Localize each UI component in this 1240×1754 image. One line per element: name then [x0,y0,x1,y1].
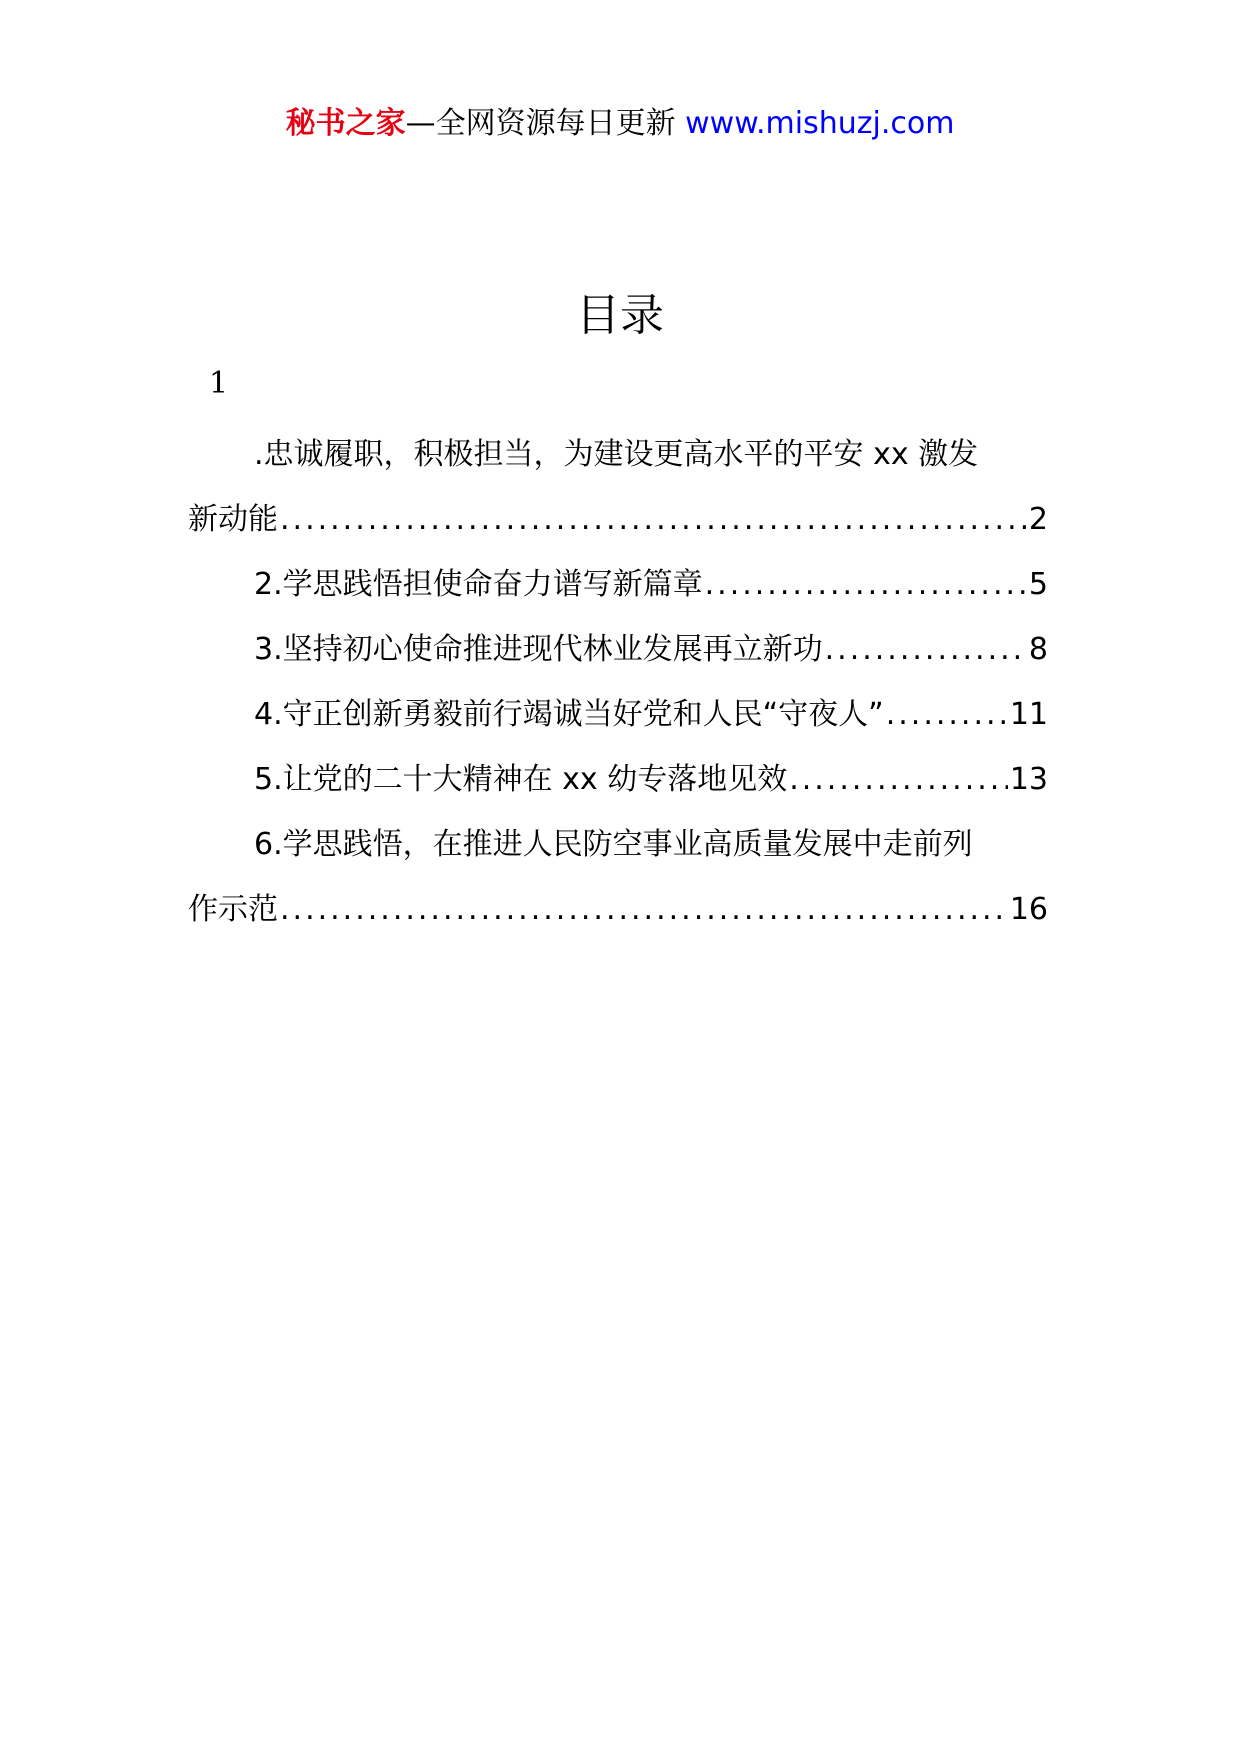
toc-entry-5[interactable] [188,747,1048,812]
header-slogan: —全网资源每日更新 [405,106,676,141]
toc-entry-5-title: 5.让党的二十大精神在 xx 幼专落地见效 [254,762,788,797]
toc-entry-4[interactable] [188,682,1048,747]
toc-entry-6-line2 [188,877,1048,942]
toc-entry-1[interactable] [188,422,1048,552]
dot-leader [280,877,1008,942]
toc-entry-6[interactable] [188,812,1048,942]
toc-entry-2-page: 5 [1028,567,1048,602]
toc-entry-6-title-part2: 作示范 [188,892,278,927]
dot-leader [825,617,1027,682]
site-link[interactable]: www.mishuzj.com [685,106,955,141]
toc-entry-2[interactable] [188,552,1048,617]
toc-entry-6-page: 16 [1009,892,1048,927]
table-of-contents [188,422,1048,942]
toc-entry-3-line [188,617,1048,682]
watermark-header [0,104,1240,144]
toc-number-marker: 1 [209,366,229,401]
toc-entry-5-page: 13 [1009,762,1048,797]
toc-entry-1-title-part1: .忠诚履职，积极担当，为建设更高水平的平安 xx 激发 [254,437,979,472]
toc-entry-3-title: 3.坚持初心使命推进现代林业发展再立新功 [254,632,823,667]
toc-entry-1-line1 [188,422,1048,487]
toc-entry-2-title: 2.学思践悟担使命奋力谱写新篇章 [254,567,703,602]
toc-entry-5-line [188,747,1048,812]
toc-entry-6-title-part1: 6.学思践悟，在推进人民防空事业高质量发展中走前列 [254,827,973,862]
dot-leader [705,552,1027,617]
dot-leader [886,682,1008,747]
brand-name: 秘书之家 [285,106,406,141]
toc-title: 目录 [576,290,664,341]
toc-entry-4-page: 11 [1009,697,1048,732]
toc-entry-1-title-part2: 新动能 [188,502,278,537]
dot-leader [789,747,1008,812]
toc-entry-2-line [188,552,1048,617]
toc-entry-1-page: 2 [1028,502,1048,537]
toc-entry-1-line2 [188,487,1048,552]
toc-entry-3[interactable] [188,617,1048,682]
toc-entry-4-line [188,682,1048,747]
toc-entry-6-line1 [188,812,1048,877]
toc-entry-3-page: 8 [1028,632,1048,667]
toc-entry-4-title: 4.守正创新勇毅前行竭诚当好党和人民“守夜人” [254,697,884,732]
dot-leader [280,487,1027,552]
